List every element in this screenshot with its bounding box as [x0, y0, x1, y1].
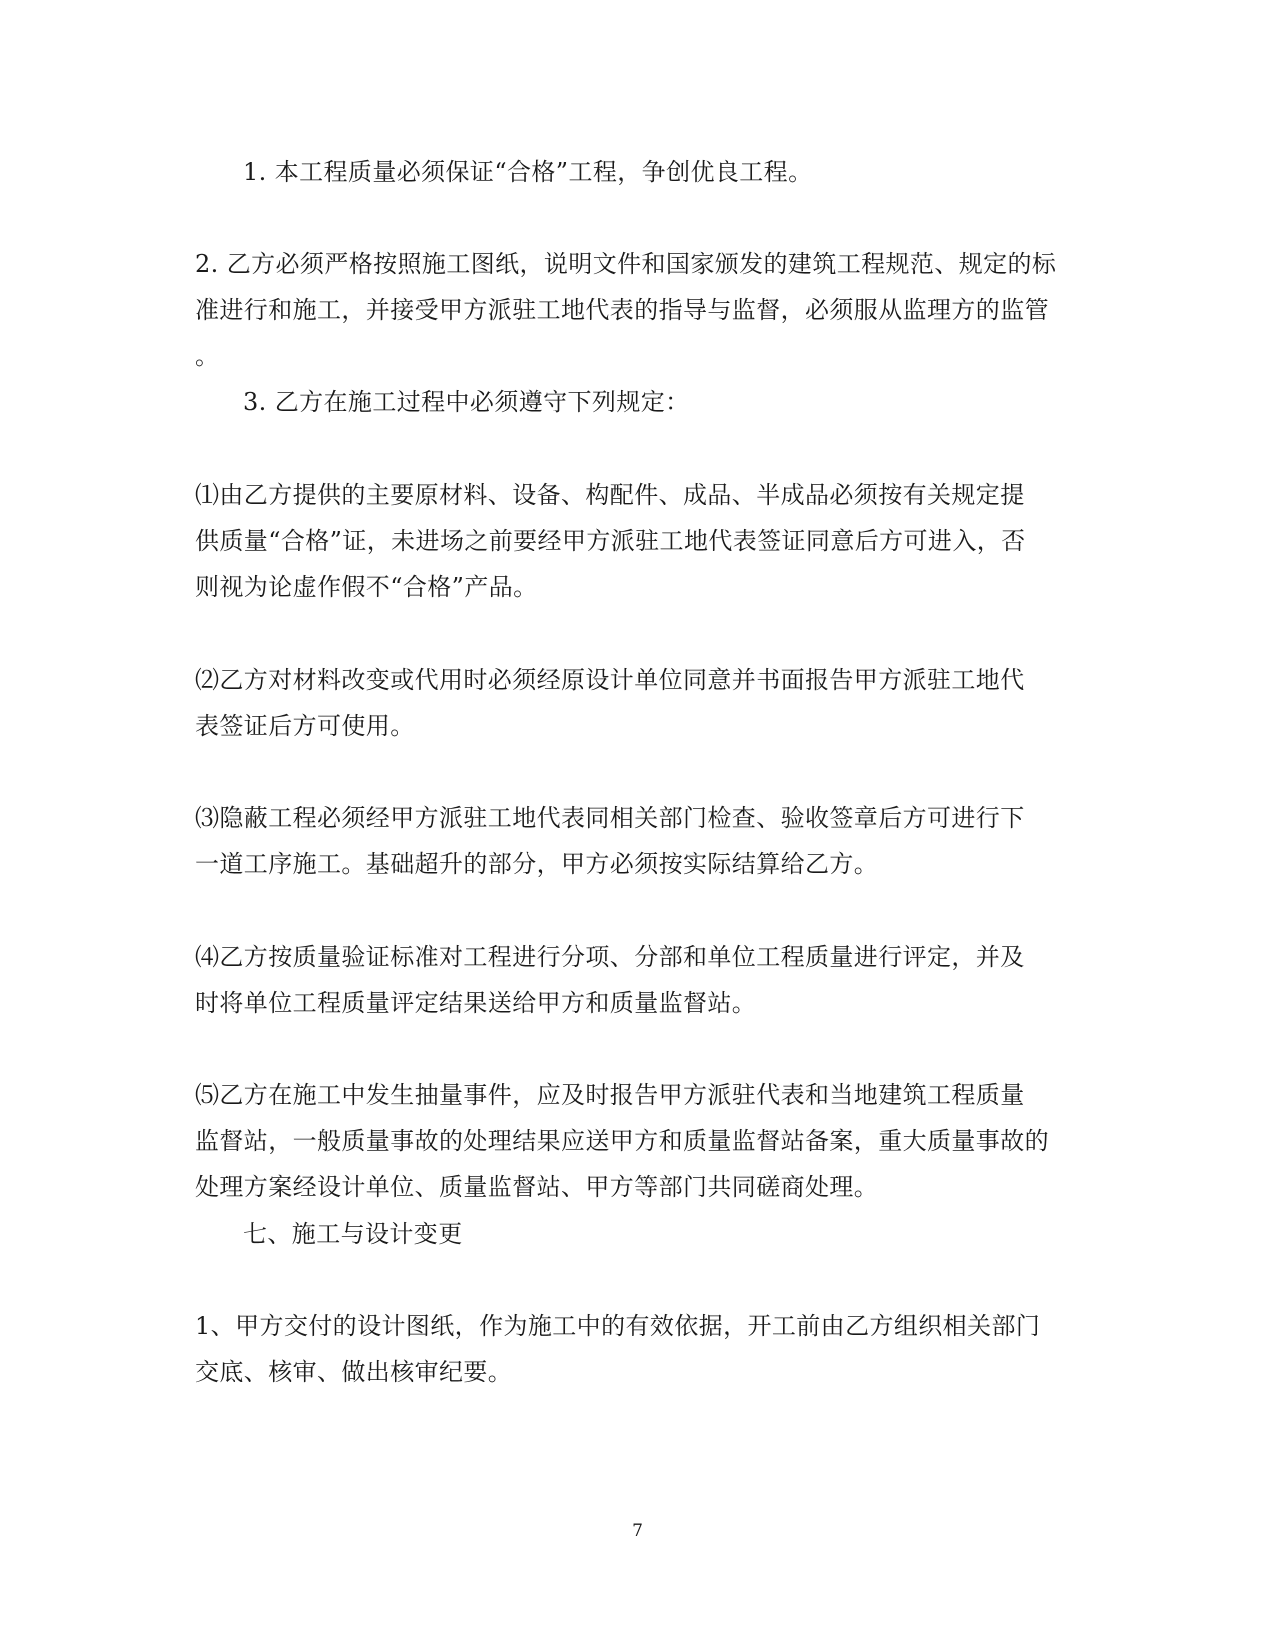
paragraph-line: 一道工序施工。基础超升的部分，甲方必须按实际结算给乙方。 — [195, 850, 879, 878]
section-heading: 七、施工与设计变更 — [243, 1220, 463, 1248]
paragraph-line: 1、甲方交付的设计图纸，作为施工中的有效依据，开工前由乙方组织相关部门 — [195, 1312, 1041, 1340]
paragraph-line: 2. 乙方必须严格按照施工图纸，说明文件和国家颁发的建筑工程规范、规定的标 — [195, 250, 1057, 278]
paragraph-line: ⑸乙方在施工中发生抽量事件，应及时报告甲方派驻代表和当地建筑工程质量 — [195, 1081, 1025, 1109]
paragraph-line: 3. 乙方在施工过程中必须遵守下列规定： — [243, 388, 690, 416]
paragraph-line: 表签证后方可使用。 — [195, 712, 415, 740]
paragraph-line: ⑵乙方对材料改变或代用时必须经原设计单位同意并书面报告甲方派驻工地代 — [195, 666, 1025, 694]
paragraph-line: 准进行和施工，并接受甲方派驻工地代表的指导与监督，必须服从监理方的监管 — [195, 296, 1049, 324]
paragraph-line: 1. 本工程质量必须保证“合格”工程，争创优良工程。 — [243, 158, 813, 186]
paragraph-line: 监督站，一般质量事故的处理结果应送甲方和质量监督站备案，重大质量事故的 — [195, 1127, 1049, 1155]
paragraph-line: 交底、核审、做出核审纪要。 — [195, 1358, 513, 1386]
paragraph-line: 供质量“合格”证，未进场之前要经甲方派驻工地代表签证同意后方可进入，否 — [195, 527, 1026, 555]
paragraph-line: 。 — [195, 342, 220, 370]
paragraph-line: ⑶隐蔽工程必须经甲方派驻工地代表同相关部门检查、验收签章后方可进行下 — [195, 804, 1025, 832]
paragraph-line: ⑷乙方按质量验证标准对工程进行分项、分部和单位工程质量进行评定，并及 — [195, 943, 1025, 971]
page-number: 7 — [632, 1521, 643, 1541]
paragraph-line: ⑴由乙方提供的主要原材料、设备、构配件、成品、半成品必须按有关规定提 — [195, 481, 1025, 509]
paragraph-line: 处理方案经设计单位、质量监督站、甲方等部门共同磋商处理。 — [195, 1173, 879, 1201]
paragraph-line: 时将单位工程质量评定结果送给甲方和质量监督站。 — [195, 989, 757, 1017]
paragraph-line: 则视为论虚作假不“合格”产品。 — [195, 573, 538, 601]
